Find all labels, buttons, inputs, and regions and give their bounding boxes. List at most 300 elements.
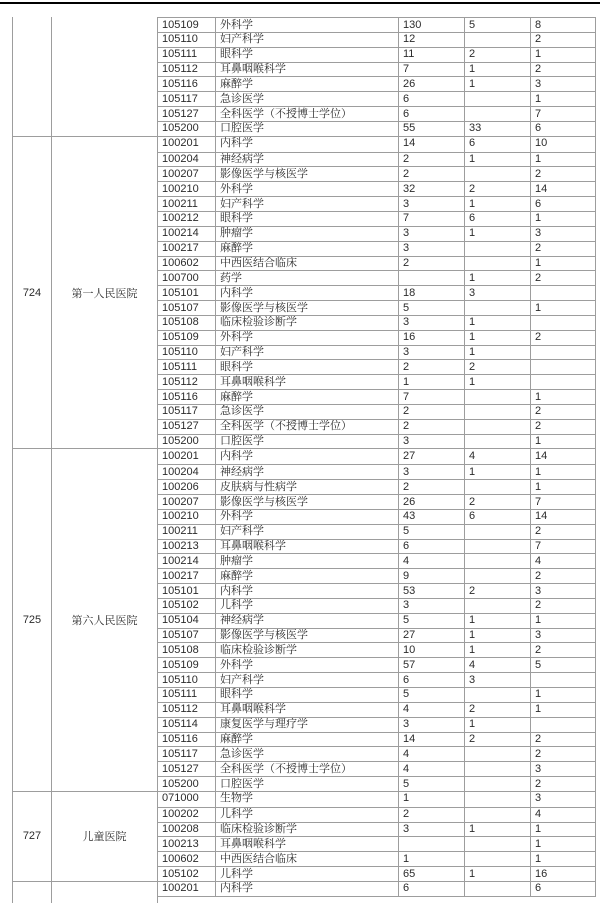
value-3-cell: 3 — [531, 584, 596, 598]
value-2-cell: 1 — [465, 718, 531, 732]
table-row — [158, 345, 596, 360]
major-code-cell: 105109 — [158, 331, 216, 345]
major-name-cell: 中西医结合临床 — [216, 852, 399, 866]
value-3-cell: 14 — [531, 510, 596, 524]
value-2-cell: 1 — [465, 63, 531, 77]
value-2-cell — [465, 792, 531, 807]
value-2-cell: 1 — [465, 227, 531, 241]
table-row — [158, 374, 596, 389]
table-row — [158, 866, 596, 881]
major-name-cell: 影像医学与核医学 — [216, 495, 399, 509]
table-row — [158, 776, 596, 791]
value-1-cell: 43 — [399, 510, 465, 524]
table-row — [158, 300, 596, 315]
value-3-cell — [531, 360, 596, 374]
major-code-cell: 100602 — [158, 852, 216, 866]
value-1-cell: 9 — [399, 569, 465, 583]
table-row — [158, 553, 596, 568]
major-code-cell: 105109 — [158, 18, 216, 32]
value-3-cell: 1 — [531, 257, 596, 271]
admissions-table — [12, 17, 596, 903]
value-2-cell: 1 — [465, 316, 531, 330]
table-row — [158, 882, 596, 897]
major-code-cell: 105108 — [158, 643, 216, 657]
value-1-cell: 3 — [399, 823, 465, 837]
value-3-cell: 2 — [531, 405, 596, 419]
value-3-cell: 1 — [531, 614, 596, 628]
table-row — [158, 241, 596, 256]
value-3-cell: 1 — [531, 301, 596, 315]
table-row — [158, 211, 596, 226]
table-row — [158, 226, 596, 241]
value-3-cell: 1 — [531, 823, 596, 837]
value-2-cell — [465, 882, 531, 896]
table-row — [158, 137, 596, 152]
value-1-cell: 3 — [399, 435, 465, 449]
table-row — [158, 91, 596, 106]
major-name-cell: 全科医学（不授博士学位） — [216, 107, 399, 121]
table-row — [158, 285, 596, 300]
major-name-cell: 妇产科学 — [216, 197, 399, 211]
major-name-cell: 眼科学 — [216, 212, 399, 226]
value-3-cell: 1 — [531, 837, 596, 851]
table-row — [158, 152, 596, 167]
major-name-cell: 全科医学（不授博士学位） — [216, 420, 399, 434]
value-2-cell: 1 — [465, 823, 531, 837]
value-3-cell: 7 — [531, 495, 596, 509]
value-1-cell: 7 — [399, 212, 465, 226]
value-3-cell: 1 — [531, 465, 596, 479]
major-name-cell: 临床检验诊断学 — [216, 643, 399, 657]
major-code-cell: 100210 — [158, 510, 216, 524]
value-3-cell: 3 — [531, 77, 596, 91]
major-name-cell: 耳鼻咽喉科学 — [216, 540, 399, 554]
value-3-cell: 1 — [531, 92, 596, 106]
table-row — [158, 657, 596, 672]
table-row — [158, 851, 596, 866]
value-1-cell: 55 — [399, 122, 465, 136]
value-3-cell: 2 — [531, 777, 596, 791]
table-row — [158, 613, 596, 628]
value-1-cell: 5 — [399, 777, 465, 791]
value-1-cell: 5 — [399, 614, 465, 628]
value-3-cell: 3 — [531, 227, 596, 241]
hospital-section — [12, 136, 596, 449]
value-1-cell: 4 — [399, 762, 465, 776]
section-rows — [158, 792, 596, 881]
major-code-cell: 105111 — [158, 688, 216, 702]
major-name-cell: 儿科学 — [216, 599, 399, 613]
value-1-cell: 2 — [399, 405, 465, 419]
value-1-cell: 32 — [399, 182, 465, 196]
table-row — [158, 672, 596, 687]
major-name-cell: 麻醉学 — [216, 77, 399, 91]
table-row — [158, 404, 596, 419]
value-3-cell: 1 — [531, 48, 596, 62]
major-code-cell: 105110 — [158, 673, 216, 687]
section-rows — [158, 449, 596, 790]
major-code-cell: 100214 — [158, 227, 216, 241]
value-2-cell: 6 — [465, 212, 531, 226]
value-1-cell — [399, 271, 465, 285]
major-name-cell: 中西医结合临床 — [216, 257, 399, 271]
major-code-cell: 100204 — [158, 153, 216, 167]
major-name-cell: 麻醉学 — [216, 242, 399, 256]
major-name-cell: 耳鼻咽喉科学 — [216, 837, 399, 851]
value-3-cell: 2 — [531, 569, 596, 583]
hospital-name-cell — [52, 882, 158, 903]
table-row — [158, 196, 596, 211]
value-1-cell: 53 — [399, 584, 465, 598]
major-name-cell: 神经病学 — [216, 614, 399, 628]
major-code-cell: 100201 — [158, 882, 216, 896]
major-code-cell: 105200 — [158, 435, 216, 449]
value-2-cell: 3 — [465, 673, 531, 687]
value-2-cell — [465, 107, 531, 121]
value-3-cell — [531, 673, 596, 687]
value-3-cell: 2 — [531, 331, 596, 345]
value-2-cell — [465, 92, 531, 106]
value-2-cell: 1 — [465, 867, 531, 881]
value-2-cell — [465, 405, 531, 419]
major-name-cell: 影像医学与核医学 — [216, 629, 399, 643]
major-code-cell: 105107 — [158, 629, 216, 643]
section-rows — [158, 137, 596, 449]
major-name-cell: 耳鼻咽喉科学 — [216, 63, 399, 77]
table-row — [158, 76, 596, 91]
major-name-cell: 外科学 — [216, 18, 399, 32]
value-2-cell — [465, 33, 531, 47]
value-3-cell: 14 — [531, 449, 596, 464]
major-name-cell: 眼科学 — [216, 48, 399, 62]
value-2-cell — [465, 242, 531, 256]
table-row — [158, 17, 596, 32]
value-3-cell: 2 — [531, 747, 596, 761]
major-code-cell: 105127 — [158, 107, 216, 121]
major-code-cell: 105112 — [158, 63, 216, 77]
value-2-cell — [465, 420, 531, 434]
value-2-cell — [465, 554, 531, 568]
major-code-cell: 105114 — [158, 718, 216, 732]
value-2-cell: 4 — [465, 449, 531, 464]
table-row — [158, 121, 596, 136]
value-3-cell: 1 — [531, 703, 596, 717]
value-3-cell: 1 — [531, 435, 596, 449]
value-2-cell: 6 — [465, 510, 531, 524]
value-2-cell: 1 — [465, 153, 531, 167]
value-2-cell — [465, 747, 531, 761]
major-code-cell: 100211 — [158, 525, 216, 539]
value-3-cell — [531, 718, 596, 732]
table-row — [158, 702, 596, 717]
table-row — [158, 166, 596, 181]
value-3-cell: 2 — [531, 242, 596, 256]
value-1-cell: 5 — [399, 688, 465, 702]
table-row — [158, 494, 596, 509]
value-1-cell: 18 — [399, 286, 465, 300]
value-1-cell: 3 — [399, 197, 465, 211]
value-1-cell: 3 — [399, 718, 465, 732]
table-row — [158, 32, 596, 47]
table-row — [158, 419, 596, 434]
major-code-cell: 105101 — [158, 286, 216, 300]
value-1-cell: 4 — [399, 554, 465, 568]
value-2-cell: 3 — [465, 286, 531, 300]
major-code-cell: 100204 — [158, 465, 216, 479]
major-name-cell: 急诊医学 — [216, 405, 399, 419]
value-2-cell: 1 — [465, 465, 531, 479]
major-code-cell: 105107 — [158, 301, 216, 315]
major-name-cell: 麻醉学 — [216, 569, 399, 583]
value-1-cell: 4 — [399, 747, 465, 761]
value-3-cell: 4 — [531, 554, 596, 568]
value-3-cell: 6 — [531, 122, 596, 136]
major-name-cell: 临床检验诊断学 — [216, 823, 399, 837]
table-row — [158, 822, 596, 837]
major-name-cell: 内科学 — [216, 449, 399, 464]
value-1-cell: 2 — [399, 420, 465, 434]
major-name-cell: 妇产科学 — [216, 346, 399, 360]
value-2-cell — [465, 777, 531, 791]
value-1-cell: 3 — [399, 599, 465, 613]
value-2-cell — [465, 525, 531, 539]
table-row — [158, 539, 596, 554]
value-3-cell — [531, 286, 596, 300]
major-code-cell: 105110 — [158, 33, 216, 47]
value-3-cell: 2 — [531, 733, 596, 747]
value-1-cell: 57 — [399, 658, 465, 672]
major-code-cell: 105117 — [158, 747, 216, 761]
table-row — [158, 434, 596, 449]
table-row — [158, 792, 596, 807]
major-code-cell: 105117 — [158, 405, 216, 419]
value-2-cell: 1 — [465, 77, 531, 91]
major-code-cell: 105200 — [158, 122, 216, 136]
table-row — [158, 807, 596, 822]
major-code-cell: 105116 — [158, 390, 216, 404]
value-3-cell — [531, 346, 596, 360]
table-row — [158, 256, 596, 271]
major-name-cell: 急诊医学 — [216, 747, 399, 761]
value-2-cell — [465, 852, 531, 866]
hospital-name-cell: 儿童医院 — [52, 792, 158, 881]
table-row — [158, 642, 596, 657]
value-1-cell: 130 — [399, 18, 465, 32]
value-1-cell: 2 — [399, 153, 465, 167]
major-name-cell: 皮肤病与性病学 — [216, 480, 399, 494]
major-name-cell: 药学 — [216, 271, 399, 285]
value-2-cell — [465, 480, 531, 494]
value-2-cell: 33 — [465, 122, 531, 136]
major-code-cell: 105127 — [158, 762, 216, 776]
value-2-cell — [465, 569, 531, 583]
major-code-cell: 105112 — [158, 703, 216, 717]
major-name-cell: 神经病学 — [216, 153, 399, 167]
value-2-cell — [465, 167, 531, 181]
table-row — [158, 330, 596, 345]
value-1-cell: 2 — [399, 167, 465, 181]
value-1-cell: 65 — [399, 867, 465, 881]
table-row — [158, 47, 596, 62]
major-name-cell: 口腔医学 — [216, 122, 399, 136]
value-2-cell: 2 — [465, 495, 531, 509]
value-1-cell: 7 — [399, 63, 465, 77]
value-1-cell: 3 — [399, 316, 465, 330]
value-3-cell: 2 — [531, 33, 596, 47]
value-3-cell: 4 — [531, 808, 596, 822]
table-row — [158, 568, 596, 583]
major-code-cell: 105127 — [158, 420, 216, 434]
value-2-cell: 1 — [465, 629, 531, 643]
major-code-cell: 100211 — [158, 197, 216, 211]
major-name-cell: 眼科学 — [216, 688, 399, 702]
table-row — [158, 717, 596, 732]
value-3-cell: 5 — [531, 658, 596, 672]
value-2-cell: 5 — [465, 18, 531, 32]
major-name-cell: 内科学 — [216, 882, 399, 896]
value-3-cell: 8 — [531, 18, 596, 32]
value-1-cell: 2 — [399, 808, 465, 822]
major-name-cell: 内科学 — [216, 286, 399, 300]
table-row — [158, 315, 596, 330]
value-1-cell: 12 — [399, 33, 465, 47]
value-1-cell: 3 — [399, 346, 465, 360]
value-2-cell: 2 — [465, 703, 531, 717]
value-3-cell — [531, 375, 596, 389]
value-1-cell: 1 — [399, 852, 465, 866]
hospital-section — [12, 448, 596, 790]
hospital-name-cell — [52, 17, 158, 136]
major-code-cell: 105111 — [158, 48, 216, 62]
major-name-cell: 急诊医学 — [216, 92, 399, 106]
major-code-cell: 105200 — [158, 777, 216, 791]
value-1-cell: 10 — [399, 643, 465, 657]
value-2-cell — [465, 390, 531, 404]
major-name-cell: 儿科学 — [216, 867, 399, 881]
major-code-cell: 105117 — [158, 92, 216, 106]
value-1-cell: 27 — [399, 449, 465, 464]
value-1-cell: 16 — [399, 331, 465, 345]
major-code-cell: 105108 — [158, 316, 216, 330]
value-3-cell: 3 — [531, 629, 596, 643]
value-1-cell: 14 — [399, 733, 465, 747]
major-code-cell: 100201 — [158, 137, 216, 152]
table-row — [158, 524, 596, 539]
major-name-cell: 临床检验诊断学 — [216, 316, 399, 330]
major-code-cell: 100206 — [158, 480, 216, 494]
major-code-cell: 100217 — [158, 242, 216, 256]
major-name-cell: 外科学 — [216, 510, 399, 524]
value-2-cell: 1 — [465, 614, 531, 628]
table-row — [158, 509, 596, 524]
major-code-cell: 100700 — [158, 271, 216, 285]
table-row — [158, 628, 596, 643]
value-3-cell: 6 — [531, 882, 596, 896]
value-1-cell: 6 — [399, 92, 465, 106]
major-code-cell: 100202 — [158, 808, 216, 822]
major-code-cell: 100201 — [158, 449, 216, 464]
value-1-cell: 2 — [399, 480, 465, 494]
major-code-cell: 100207 — [158, 167, 216, 181]
value-1-cell: 14 — [399, 137, 465, 152]
value-2-cell: 1 — [465, 346, 531, 360]
hospital-name-cell: 第六人民医院 — [52, 449, 158, 790]
major-code-cell: 100214 — [158, 554, 216, 568]
table-row — [158, 479, 596, 494]
value-3-cell: 2 — [531, 525, 596, 539]
value-2-cell: 2 — [465, 360, 531, 374]
major-code-cell: 105102 — [158, 867, 216, 881]
major-name-cell: 外科学 — [216, 331, 399, 345]
value-1-cell: 5 — [399, 525, 465, 539]
value-3-cell: 2 — [531, 271, 596, 285]
major-name-cell: 肿瘤学 — [216, 554, 399, 568]
major-code-cell: 100213 — [158, 540, 216, 554]
hospital-code-cell: 725 — [12, 449, 52, 790]
value-2-cell — [465, 762, 531, 776]
value-3-cell: 3 — [531, 762, 596, 776]
major-code-cell: 105116 — [158, 77, 216, 91]
major-name-cell: 外科学 — [216, 182, 399, 196]
major-name-cell: 妇产科学 — [216, 33, 399, 47]
value-1-cell: 26 — [399, 77, 465, 91]
major-name-cell: 全科医学（不授博士学位） — [216, 762, 399, 776]
value-2-cell: 2 — [465, 733, 531, 747]
major-name-cell: 妇产科学 — [216, 525, 399, 539]
value-1-cell: 6 — [399, 107, 465, 121]
value-2-cell — [465, 688, 531, 702]
major-code-cell: 105109 — [158, 658, 216, 672]
value-3-cell: 1 — [531, 153, 596, 167]
value-2-cell: 6 — [465, 137, 531, 152]
value-2-cell — [465, 435, 531, 449]
value-1-cell: 6 — [399, 882, 465, 896]
hospital-section — [12, 17, 596, 136]
value-2-cell: 1 — [465, 271, 531, 285]
value-3-cell: 6 — [531, 197, 596, 211]
value-3-cell: 10 — [531, 137, 596, 152]
major-code-cell: 100207 — [158, 495, 216, 509]
major-code-cell: 105111 — [158, 360, 216, 374]
value-1-cell: 2 — [399, 257, 465, 271]
major-code-cell: 105110 — [158, 346, 216, 360]
major-code-cell: 105102 — [158, 599, 216, 613]
value-3-cell: 2 — [531, 599, 596, 613]
table-row — [158, 449, 596, 464]
hospital-code-cell — [12, 882, 52, 903]
hospital-code-cell: 724 — [12, 137, 52, 449]
table-row — [158, 359, 596, 374]
value-1-cell: 3 — [399, 242, 465, 256]
major-code-cell: 105104 — [158, 614, 216, 628]
table-row — [158, 836, 596, 851]
hospital-section — [12, 791, 596, 881]
value-3-cell: 1 — [531, 480, 596, 494]
major-name-cell: 影像医学与核医学 — [216, 301, 399, 315]
value-3-cell: 2 — [531, 643, 596, 657]
value-2-cell: 1 — [465, 375, 531, 389]
value-1-cell: 1 — [399, 792, 465, 807]
major-code-cell: 105112 — [158, 375, 216, 389]
major-name-cell: 康复医学与理疗学 — [216, 718, 399, 732]
major-name-cell: 内科学 — [216, 584, 399, 598]
major-name-cell: 眼科学 — [216, 360, 399, 374]
table-row — [158, 181, 596, 196]
major-name-cell: 耳鼻咽喉科学 — [216, 703, 399, 717]
value-1-cell: 3 — [399, 227, 465, 241]
value-3-cell: 7 — [531, 107, 596, 121]
hospital-section — [12, 881, 596, 903]
